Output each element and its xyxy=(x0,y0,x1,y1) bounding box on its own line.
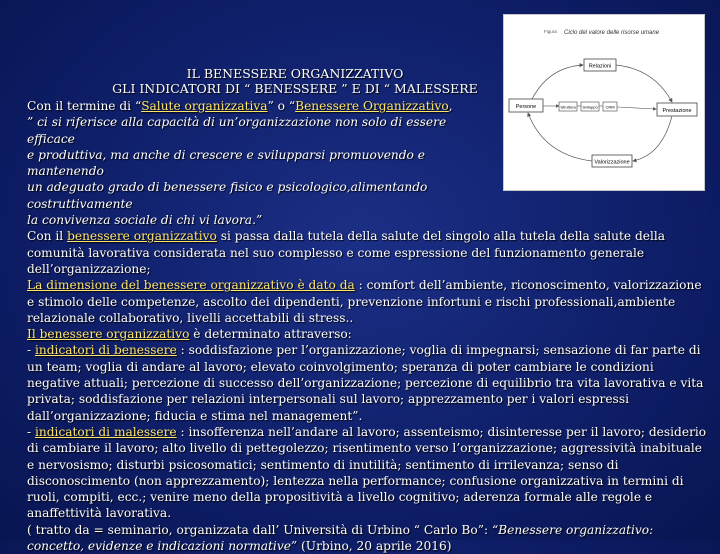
tutela-prefix: Con il xyxy=(27,229,68,244)
bullet-dash-malessere: - xyxy=(27,424,35,439)
label-relazioni: Relazioni xyxy=(588,63,612,70)
bullet-dash-benessere: - xyxy=(27,343,35,358)
definition-italic-line-1: ” ci si riferisce alla capacità di un’organizzazione non solo di essere efficace xyxy=(27,115,447,146)
definition-italic-line-4: la convivenza sociale di chi vi lavora.” xyxy=(27,213,263,228)
paragraph-indicatori-benessere xyxy=(27,342,707,423)
diagram-caption: Ciclo del valore delle risorse umane xyxy=(564,30,660,36)
paragraph-indicatori-malessere xyxy=(27,424,707,522)
slide-title-line-1: IL BENESSERE ORGANIZZATIVO xyxy=(186,66,404,81)
label-persone: Persone xyxy=(515,104,537,110)
indicatori-benessere-lead: indicatori di benessere xyxy=(35,343,177,358)
paragraph-determinato xyxy=(27,326,707,342)
source-title: “Benessere organizzativo: concetto, evidenze e indicazioni normative” xyxy=(27,522,654,554)
tutela-text: si passa dalla tutela della salute del singolo alla tutela della salute della comunità lavorativa considerata nel suo complesso e come espressione del funzionamento generale dell’organizzazione; xyxy=(27,229,666,276)
source-suffix: (Urbino, 20 aprile 2016) xyxy=(297,539,452,554)
indicatori-malessere-text: : insofferenza nell’andare al lavoro; assenteismo; disinteresse per il lavoro; desiderio di cambiare il lavoro; alto livello di pettegolezzo; risentimento verso l’organizzazione; aggressività inabituale e nervosismo; disturbi psicosomatici; sentimento di inutilità; sentimento di irrilevanza; senso di disconoscimento (non apprezzamento); lentezza nella performance; confusione organizzativa in termini di ruoli, compiti, ecc.; venire meno della propositività a livello cognitivo; aderenza formale alle regole e anaffettività lavorativa. xyxy=(27,424,707,521)
term-benessere-organizzativo-2: benessere organizzativo xyxy=(67,229,217,244)
definition-italic-line-2: e produttiva, ma anche di crescere e svilupparsi promuovendo e mantenendo xyxy=(27,147,425,179)
term-salute-organizzativa: Salute organizzativa xyxy=(141,99,268,113)
paragraph-definition xyxy=(27,98,475,228)
determinato-text: è determinato attraverso: xyxy=(189,327,352,342)
dimensione-lead: La dimensione del benessere organizzativo è dato da xyxy=(27,278,355,293)
label-prestazione: Prestazione xyxy=(662,108,692,114)
label-struttura: Struttura xyxy=(560,104,576,110)
determinato-lead: Il benessere organizzativo xyxy=(27,327,190,342)
label-sviluppo: Sviluppo xyxy=(582,104,598,110)
dimensione-text: : comfort dell’ambiente, riconoscimento, valorizzazione e stimolo delle competenze, ascolto dei dipendenti, prevenzione infortuni e rischi professionali,ambiente relazionale collaborativo, livelli accettabili di stress.. xyxy=(27,278,702,325)
diagram-caption-small: Figura xyxy=(544,29,557,34)
slide-title-line-2: GLI INDICATORI DI “ BENESSERE ” E DI “ MALESSERE xyxy=(112,81,478,96)
definition-mid: ” o “ xyxy=(267,99,296,113)
definition-italic-line-3: un adeguato grado di benessere fisico e psicologico,alimentando costruttivamente xyxy=(27,180,428,211)
source-prefix: ( tratto da = seminario, organizzata dall’ Università di Urbino “ Carlo Bo”: xyxy=(27,522,492,537)
arrow-relazioni-prestazione xyxy=(616,65,672,102)
paragraph-tutela xyxy=(27,228,707,277)
label-crm: CRM xyxy=(605,104,615,110)
indicatori-malessere-lead: indicatori di malessere xyxy=(35,424,177,439)
paragraph-dimensione xyxy=(27,277,707,326)
arrow-persone-relazioni xyxy=(532,65,583,99)
slide-body xyxy=(27,98,707,554)
paragraph-source xyxy=(27,522,707,554)
term-benessere-organizzativo: Benessere Organizzativo xyxy=(295,99,449,113)
definition-end: , xyxy=(448,99,453,113)
label-valorizzazione: Valorizzazione xyxy=(594,159,630,166)
definition-prefix: Con il termine di “ xyxy=(27,99,142,113)
indicatori-benessere-text: : soddisfazione per l’organizzazione; voglia di impegnarsi; sensazione di far parte di un team; voglia di andare al lavoro; elevato coinvolgimento; speranza di poter cambiare le condizioni negative attuali; percezione di successo dell’organizzazione; percezione di equilibrio tra vita lavorativa e vita privata; soddisfazione per relazioni interpersonali sul lavoro; apprezzamento per i valori espressi dall’organizzazione; fiducia e stima nel management”. xyxy=(27,343,704,423)
